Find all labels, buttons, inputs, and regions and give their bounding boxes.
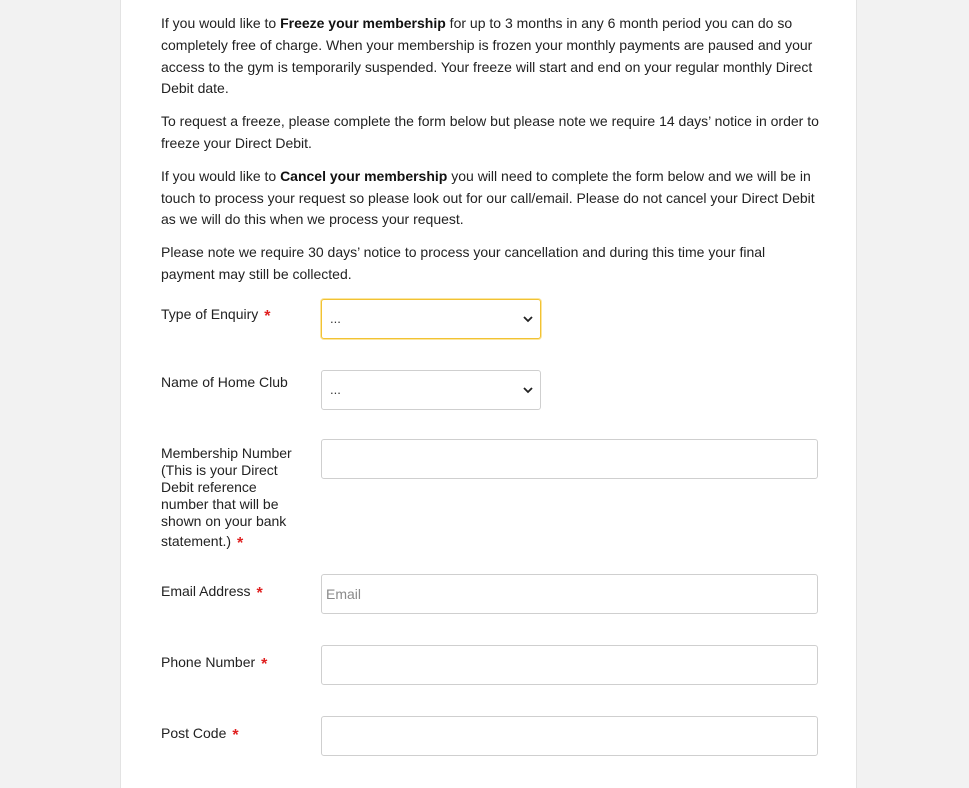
membership-label-line: (This is your Direct bbox=[161, 462, 278, 478]
postcode-label bbox=[161, 725, 301, 742]
required-marker: * bbox=[256, 585, 263, 602]
email-label bbox=[161, 583, 301, 600]
membership-label-last-line bbox=[161, 533, 301, 550]
intro-text bbox=[161, 13, 821, 297]
required-marker: * bbox=[232, 727, 239, 744]
postcode-field[interactable] bbox=[321, 716, 818, 756]
membership-label-line: Debit reference bbox=[161, 479, 257, 495]
membership-number-input[interactable] bbox=[321, 439, 818, 479]
postcode-label-text: Post Code bbox=[161, 725, 227, 741]
freeze-notice-paragraph: To request a freeze, please complete the form below but please note we require 14 days’ notice in order to freeze your Direct Debit. bbox=[161, 113, 819, 151]
membership-label-line: shown on your bank bbox=[161, 513, 287, 529]
phone-label bbox=[161, 654, 301, 671]
required-marker: * bbox=[264, 308, 271, 325]
cancel-notice-paragraph: Please note we require 30 days’ notice to process your cancellation and during this time your final payment may still be collected. bbox=[161, 244, 766, 282]
phone-field[interactable] bbox=[321, 645, 818, 685]
chevron-down-icon bbox=[522, 313, 534, 325]
cancel-paragraph bbox=[161, 166, 821, 231]
membership-label-line: Membership Number bbox=[161, 445, 292, 461]
membership-label-line: statement.) bbox=[161, 533, 232, 549]
enquiry-type-label-text: Type of Enquiry bbox=[161, 306, 259, 322]
cancel-text-post: you will need to complete the form below and we will be in touch to process your request so please look out for our call/email. Please do not cancel your Direct Debit as we will do this when we process your request. bbox=[161, 167, 815, 228]
freeze-text-post: for up to 3 months in any 6 month period you can do so completely free of charge. When your membership is frozen your monthly payments are paused and your access to the gym is temporarily suspended. Your freeze will start and end on your regular monthly Direct Debit date. bbox=[161, 15, 813, 97]
freeze-text-pre: If you would like to bbox=[161, 15, 281, 31]
home-club-label-text: Name of Home Club bbox=[161, 374, 288, 390]
chevron-down-icon bbox=[522, 384, 534, 396]
freeze-paragraph bbox=[161, 13, 821, 100]
email-label-text: Email Address bbox=[161, 583, 251, 599]
home-club-value: ... bbox=[330, 382, 341, 397]
freeze-heading: Freeze your membership bbox=[280, 15, 446, 31]
form-card bbox=[120, 0, 857, 788]
cancel-text-pre: If you would like to bbox=[161, 167, 281, 184]
home-club-select[interactable] bbox=[321, 370, 541, 410]
membership-label-line: number that will be bbox=[161, 496, 279, 512]
required-marker: * bbox=[237, 535, 244, 552]
enquiry-type-label bbox=[161, 306, 301, 323]
email-field[interactable] bbox=[321, 574, 818, 614]
enquiry-type-value: ... bbox=[330, 311, 341, 326]
phone-label-text: Phone Number bbox=[161, 654, 256, 670]
cancel-heading: Cancel your membership bbox=[280, 167, 448, 184]
membership-number-label bbox=[161, 445, 301, 550]
enquiry-type-select[interactable] bbox=[321, 299, 541, 339]
required-marker: * bbox=[261, 656, 268, 673]
home-club-label bbox=[161, 374, 301, 391]
